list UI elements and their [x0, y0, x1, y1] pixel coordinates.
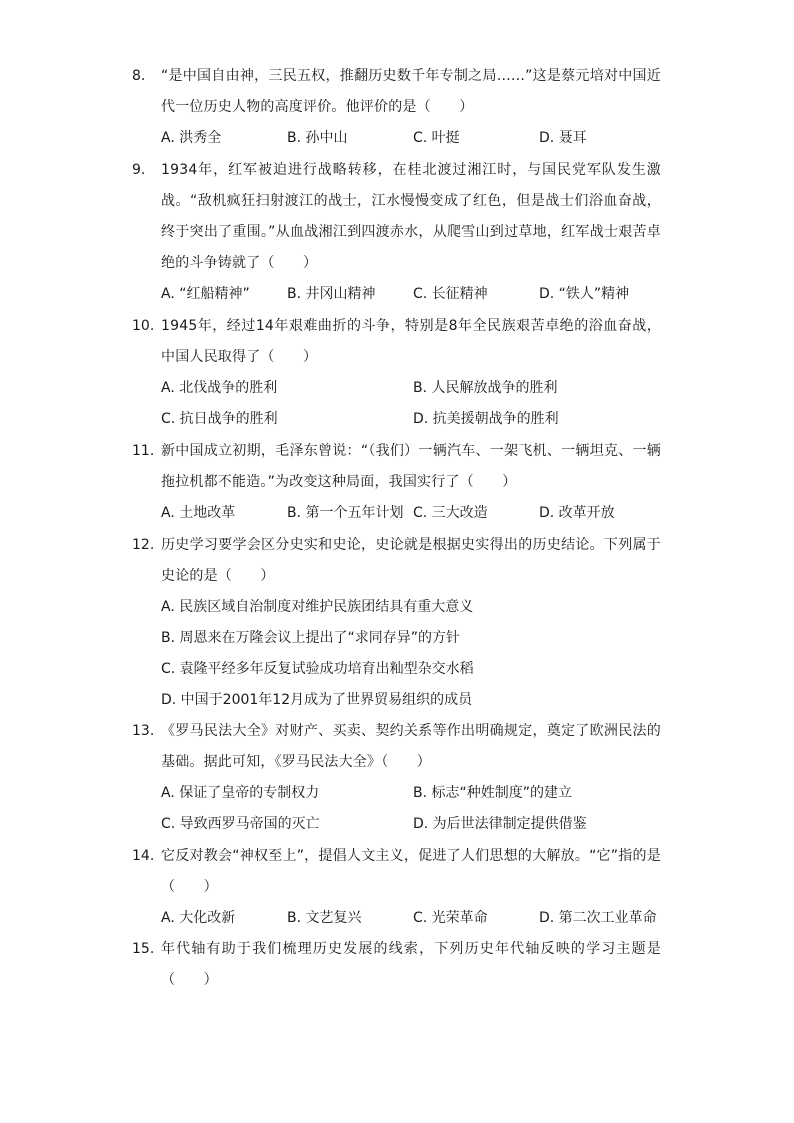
option-a: A. 大化改新 [161, 910, 236, 926]
option-d: D. 为后世法律制定提供借鉴 [413, 816, 587, 832]
question-number: 10. [132, 318, 155, 334]
option-c: C. 三大改造 [413, 505, 488, 521]
option-c: C. 长征精神 [413, 286, 488, 302]
question-number: 14. [132, 848, 155, 864]
option-d: D. “铁人”精神 [539, 286, 630, 302]
question-stem: 1945年，经过14年艰难曲折的斗争，特别是8年全民族艰苦卓绝的浴血奋战，中国人民取得了（ ） [161, 318, 661, 365]
option-d: D. 改革开放 [539, 505, 615, 521]
question-stem: 年代轴有助于我们梳理历史发展的线索，下列历史年代轴反映的学习主题是（ ） [161, 941, 661, 988]
option-d: D. 聂耳 [539, 130, 587, 146]
question-number: 12. [132, 537, 155, 553]
option-a: A. 北伐战争的胜利 [161, 380, 278, 396]
option-d: D. 抗美援朝战争的胜利 [413, 411, 559, 427]
question-stem: 新中国成立初期，毛泽东曾说：“（我们）一辆汽车、一架飞机、一辆坦克、一辆拖拉机都不能造。”为改变这种局面，我国实行了（ ） [161, 443, 661, 490]
question-number: 8. [132, 68, 146, 84]
option-d: D. 第二次工业革命 [539, 910, 657, 926]
option-c: C. 袁隆平经多年反复试验成功培育出籼型杂交水稻 [161, 661, 474, 677]
option-c: C. 抗日战争的胜利 [161, 411, 278, 427]
question-number: 15. [132, 941, 155, 957]
option-c: C. 光荣革命 [413, 910, 488, 926]
option-b: B. 标志“种姓制度”的建立 [413, 785, 573, 801]
option-a: A. 民族区域自治制度对维护民族团结具有重大意义 [161, 599, 474, 615]
option-c: C. 导致西罗马帝国的灭亡 [161, 816, 320, 832]
question-stem: “是中国自由神，三民五权，推翻历史数千年专制之局……”这是蔡元培对中国近代一位历史人物的高度评价。他评价的是（ ） [161, 68, 661, 115]
option-c: C. 叶挺 [413, 130, 460, 146]
question-number: 9. [132, 162, 146, 178]
question-stem: 历史学习要学会区分史实和史论，史论就是根据史实得出的历史结论。下列属于史论的是（ ） [161, 537, 661, 584]
option-a: A. “红船精神” [161, 286, 250, 302]
question-number: 13. [132, 723, 155, 739]
option-a: A. 土地改革 [161, 505, 236, 521]
option-a: A. 保证了皇帝的专制权力 [161, 785, 320, 801]
option-b: B. 周恩来在万隆会议上提出了“求同存异”的方针 [161, 630, 461, 646]
question-stem: 1934年，红军被迫进行战略转移，在桂北渡过湘江时，与国民党军队发生激战。“敌机疯狂扫射渡江的战士，江水慢慢变成了红色，但是战士们浴血奋战，终于突出了重围。”从血战湘江到四渡赤水，从爬雪山到过草地，红军战士艰苦卓绝的斗争铸就了（ ） [161, 162, 661, 271]
option-a: A. 洪秀全 [161, 130, 222, 146]
question-stem: 《罗马民法大全》对财产、买卖、契约关系等作出明确规定，奠定了欧洲民法的基础。据此可知，《罗马民法大全》（ ） [161, 723, 661, 770]
option-b: B. 文艺复兴 [287, 910, 362, 926]
option-b: B. 孙中山 [287, 130, 348, 146]
question-number: 11. [132, 443, 155, 459]
option-b: B. 第一个五年计划 [287, 505, 404, 521]
option-b: B. 人民解放战争的胜利 [413, 380, 558, 396]
question-stem: 它反对教会“神权至上”，提倡人文主义，促进了人们思想的大解放。“它”指的是（ ） [161, 848, 661, 895]
option-b: B. 井冈山精神 [287, 286, 376, 302]
option-d: D. 中国于2001年12月成为了世界贸易组织的成员 [161, 692, 473, 708]
